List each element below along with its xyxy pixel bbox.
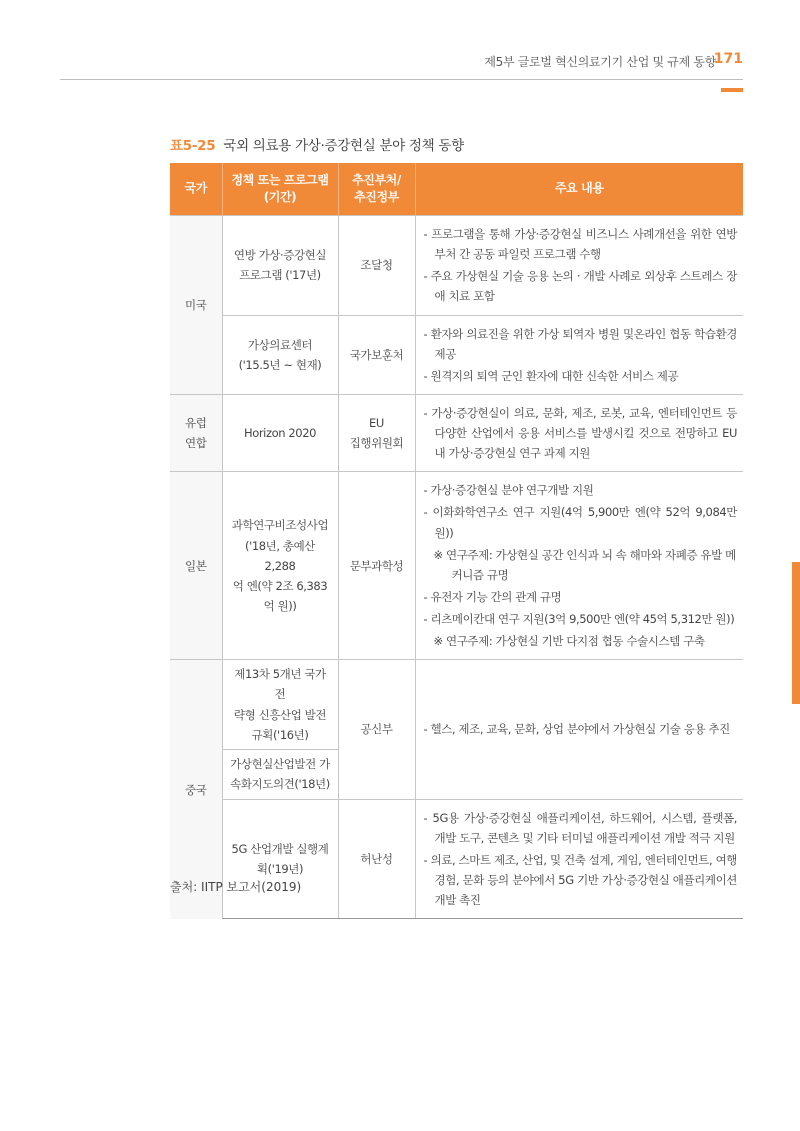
dept-cell: 문부과학성 — [338, 472, 415, 660]
program-cell: 제13차 5개년 국가 전 략형 신흥산업 발전 규획('16년) — [222, 660, 338, 750]
header-content: 주요 내용 — [415, 163, 743, 216]
page-number: 171 — [713, 51, 743, 67]
content-cell — [415, 216, 743, 316]
header-accent-bar — [721, 88, 743, 92]
program-cell: 과학연구비조성사업 ('18년, 총예산 2,288 억 엔(약 2조 6,383 억 원)) — [222, 472, 338, 660]
content-item: - 리츠메이칸대 연구 지원(3억 9,500만 엔(약 45억 5,312만 원)) — [423, 612, 735, 626]
content-item: - 의료, 스마트 제조, 산업, 및 건축 설계, 게임, 엔터테인먼트, 여행경험, 문화 등의 분야에서 5G 기반 가상·증강현실 애플리케이션 개발 촉진 — [423, 853, 737, 908]
content-note: ※ 연구주제: 가상현실 기반 다지점 협동 수술시스템 구축 — [433, 634, 705, 649]
program-cell: 가상현실산업발전 가 속화지도의견('18년) — [222, 749, 338, 799]
table-row — [170, 216, 743, 316]
table-row — [170, 394, 743, 471]
content-note: ※ 연구주제: 가상현실 공간 인식과 뇌 속 해마와 자폐증 유발 메커니즘 규명 — [433, 547, 736, 582]
program-cell: 5G 산업개발 실행계 획('19년) — [222, 799, 338, 919]
table-header-row — [170, 163, 743, 216]
table-row — [170, 660, 743, 750]
policy-table — [170, 163, 743, 919]
content-item: - 가상·증강현실 분야 연구개발 지원 — [423, 483, 594, 498]
dept-cell: 공신부 — [338, 660, 415, 800]
header-dept: 추진부처/ 추진정부 — [338, 163, 415, 216]
program-cell: Horizon 2020 — [222, 394, 338, 471]
content-item: - 5G용 가상·증강현실 애플리케이션, 하드웨어, 시스템, 플랫폼, 개발 도구, 콘텐츠 및 기타 터미널 애플리케이션 개발 적극 지원 — [423, 810, 737, 845]
table-number: 표5-25 — [170, 138, 216, 154]
content-cell — [415, 660, 743, 800]
content-item: - 환자와 의료진을 위한 가상 퇴역자 병원 및온라인 협동 학습환경 제공 — [423, 326, 737, 361]
content-cell — [415, 394, 743, 471]
table-caption — [170, 134, 464, 154]
content-item: - 프로그램을 통해 가상·증강현실 비즈니스 사례개선을 위한 연방부처 간 공동 파일럿 프로그램 수행 — [423, 227, 737, 262]
country-cell: 일본 — [170, 472, 222, 660]
content-cell — [415, 315, 743, 394]
table-row — [170, 472, 743, 660]
dept-cell: 허난성 — [338, 799, 415, 919]
header-divider — [60, 79, 743, 80]
header-country: 국가 — [170, 163, 222, 216]
content-cell — [415, 799, 743, 919]
table-row — [170, 315, 743, 394]
running-header: 제5부 글로벌 혁신의료기기 산업 및 규제 동향 — [484, 55, 716, 69]
content-item: - 원격지의 퇴역 군인 환자에 대한 신속한 서비스 제공 — [423, 368, 679, 383]
dept-cell: 조달청 — [338, 216, 415, 316]
program-cell: 연방 가상·증강현실 프로그램 ('17년) — [222, 216, 338, 316]
country-cell: 미국 — [170, 216, 222, 395]
country-cell: 중국 — [170, 660, 222, 919]
header-program: 정책 또는 프로그램 (기간) — [222, 163, 338, 216]
content-item: - 가상·증강현실이 의료, 문화, 제조, 로봇, 교육, 엔터테인먼트 등 다양한 산업에서 응용 서비스를 발생시킬 것으로 전망하고 EU 내 가상·증강현실 연구 과제 지원 — [423, 405, 737, 461]
chapter-side-tab — [792, 562, 800, 704]
dept-cell: 국가보훈처 — [338, 315, 415, 394]
source-note: 출처: IITP 보고서(2019) — [170, 880, 302, 894]
content-item: - 유전자 기능 간의 관계 규명 — [423, 589, 562, 604]
table-row — [170, 799, 743, 919]
content-item: - 헬스, 제조, 교육, 문화, 상업 분야에서 가상현실 기술 응용 추진 — [423, 722, 730, 737]
country-cell: 유럽 연합 — [170, 394, 222, 471]
program-cell: 가상의료센터 ('15.5년 ~ 현재) — [222, 315, 338, 394]
content-item: - 이화화학연구소 연구 지원(4억 5,900만 엔(약 52억 9,084만 원)) — [423, 505, 737, 540]
table-title: 국외 의료용 가상·증강현실 분야 정책 동향 — [223, 138, 464, 154]
content-item: - 주요 가상현실 기술 응용 논의 · 개발 사례로 외상후 스트레스 장애 치료 포함 — [423, 269, 737, 304]
dept-cell: EU 집행위원회 — [338, 394, 415, 471]
content-cell — [415, 472, 743, 660]
